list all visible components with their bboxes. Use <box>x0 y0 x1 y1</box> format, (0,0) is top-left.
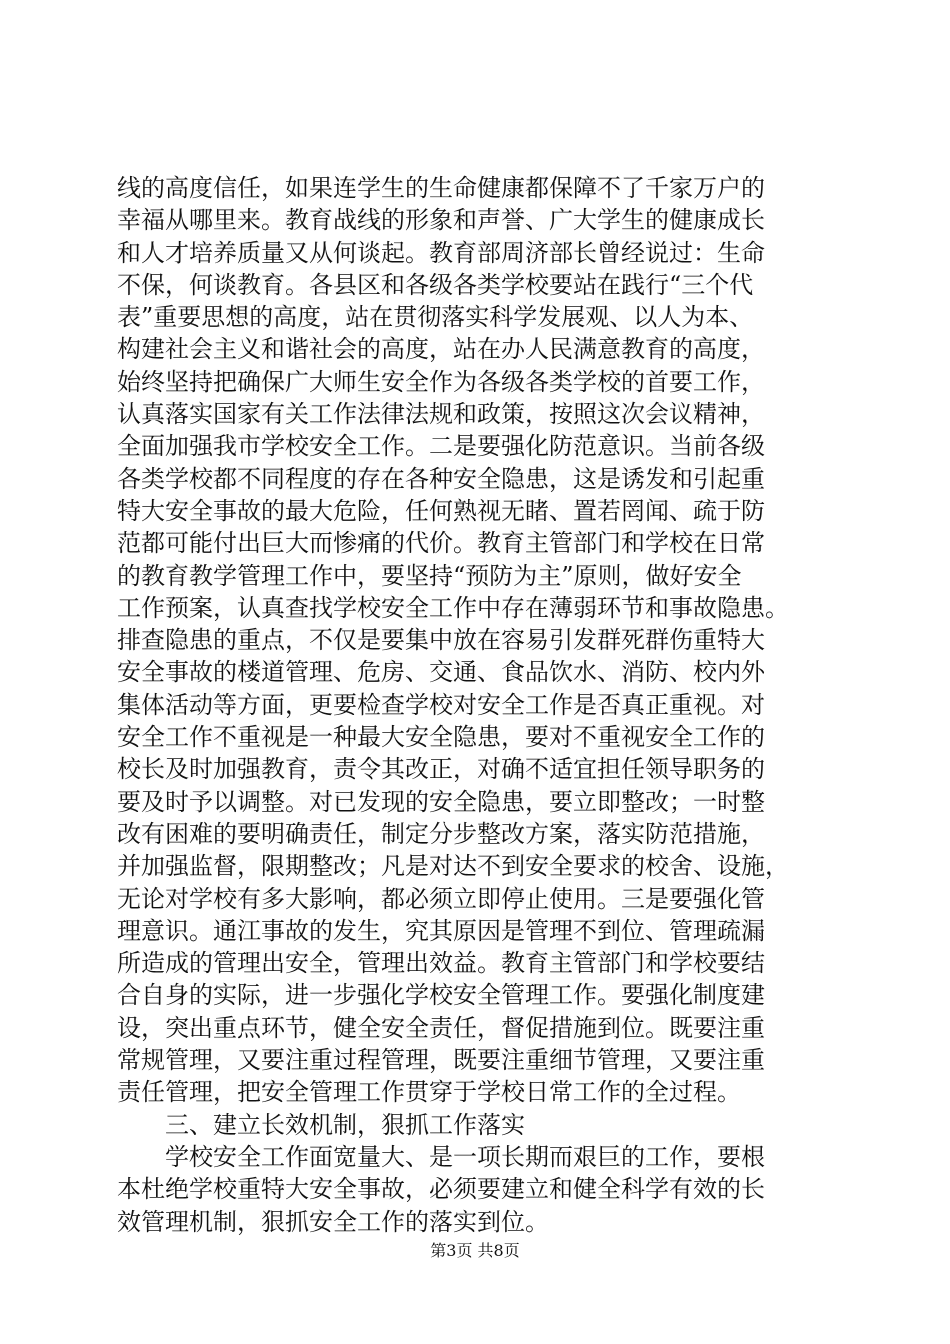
text-line: 常规管理，又要注重过程管理，既要注重细节管理，又要注重 <box>117 1046 765 1075</box>
text-line: 本杜绝学校重特大安全事故，必须要建立和健全科学有效的长 <box>117 1175 765 1204</box>
text-line: 认真落实国家有关工作法律法规和政策，按照这次会议精神， <box>117 400 765 429</box>
text-line: 和人才培养质量又从何谈起。教育部周济部长曾经说过：生命 <box>117 238 765 267</box>
document-body <box>117 172 837 1238</box>
text-line: 不保，何谈教育。各县区和各级各类学校要站在践行“三个代 <box>117 270 754 299</box>
text-line: 学校安全工作面宽量大、是一项长期而艰巨的工作，要根 <box>165 1142 765 1171</box>
text-line: 幸福从哪里来。教育战线的形象和声誉、广大学生的健康成长 <box>117 206 765 235</box>
text-line: 始终坚持把确保广大师生安全作为各级各类学校的首要工作， <box>117 367 765 396</box>
text-line: 所造成的管理出安全，管理出效益。教育主管部门和学校要结 <box>117 949 765 978</box>
text-line: 要及时予以调整。对已发现的安全隐患，要立即整改；一时整 <box>117 787 765 816</box>
text-line: 并加强监督，限期整改；凡是对达不到安全要求的校舍、设施， <box>117 852 789 881</box>
text-line: 设，突出重点环节，健全安全责任，督促措施到位。既要注重 <box>117 1013 765 1042</box>
text-line: 工作预案，认真查找学校安全工作中存在薄弱环节和事故隐患。 <box>117 593 789 622</box>
text-line: 范都可能付出巨大而惨痛的代价。教育主管部门和学校在日常 <box>117 529 765 558</box>
text-line: 效管理机制，狠抓安全工作的落实到位。 <box>117 1207 549 1236</box>
text-line: 改有困难的要明确责任，制定分步整改方案，落实防范措施， <box>117 819 765 848</box>
final-paragraph <box>117 1141 837 1238</box>
text-line: 构建社会主义和谐社会的高度，站在办人民满意教育的高度， <box>117 335 765 364</box>
text-line: 理意识。通江事故的发生，究其原因是管理不到位、管理疏漏 <box>117 916 765 945</box>
text-line: 无论对学校有多大影响，都必须立即停止使用。三是要强化管 <box>117 884 765 913</box>
text-line: 合自身的实际，进一步强化学校安全管理工作。要强化制度建 <box>117 981 765 1010</box>
text-line: 特大安全事故的最大危险，任何熟视无睹、置若罔闻、疏于防 <box>117 496 765 525</box>
text-line: 表”重要思想的高度，站在贯彻落实科学发展观、以人为本、 <box>117 303 754 332</box>
section-heading: 三、建立长效机制，狠抓工作落实 <box>165 1110 525 1139</box>
text-line: 集体活动等方面，更要检查学校对安全工作是否真正重视。对 <box>117 690 765 719</box>
text-line: 各类学校都不同程度的存在各种安全隐患，这是诱发和引起重 <box>117 464 765 493</box>
text-line: 全面加强我市学校安全工作。二是要强化防范意识。当前各级 <box>117 432 765 461</box>
text-line: 线的高度信任，如果连学生的生命健康都保障不了千家万户的 <box>117 174 765 202</box>
text-line: 的教育教学管理工作中，要坚持“预防为主”原则，做好安全 <box>117 561 742 590</box>
text-line: 安全事故的楼道管理、危房、交通、食品饮水、消防、校内外 <box>117 658 765 687</box>
text-line: 责任管理，把安全管理工作贯穿于学校日常工作的全过程。 <box>117 1078 741 1107</box>
text-line: 校长及时加强教育，责令其改正，对确不适宜担任领导职务的 <box>117 755 765 784</box>
text-line: 安全工作不重视是一种最大安全隐患，要对不重视安全工作的 <box>117 723 765 752</box>
page-footer: 第3页 共8页 <box>430 1241 520 1260</box>
text-line: 排查隐患的重点，不仅是要集中放在容易引发群死群伤重特大 <box>117 626 765 655</box>
body-paragraph <box>117 172 837 1109</box>
